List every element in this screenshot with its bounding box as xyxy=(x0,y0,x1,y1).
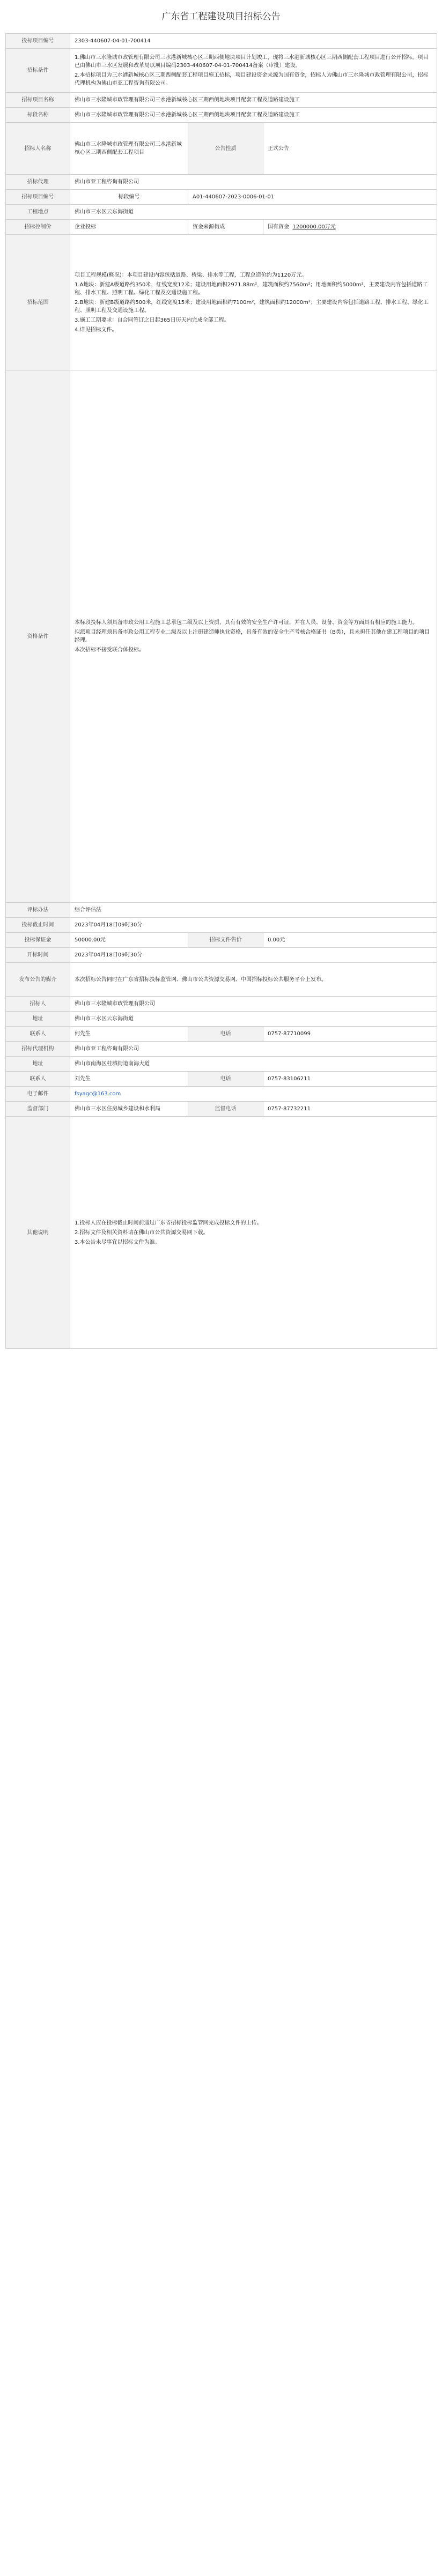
supervision-value: 佛山市三水区住房城乡建设和水利局 xyxy=(70,1102,188,1117)
scope-line-5: 4.详见招标文件。 xyxy=(75,326,117,333)
agent-person-value: 刘先生 xyxy=(70,1072,188,1087)
supervision-label: 监督部门 xyxy=(6,1102,70,1117)
row-project-overview xyxy=(6,49,437,93)
contact-tenderee-label: 招标人 xyxy=(6,997,70,1012)
budget-fund: 国有资金 xyxy=(268,224,289,230)
supervision-phone-value: 0757-87732211 xyxy=(263,1102,437,1117)
remark-value xyxy=(70,1117,437,1349)
tenderee-label: 招标人名称 xyxy=(6,123,70,175)
scope-value xyxy=(70,235,437,370)
row-remark xyxy=(6,1117,437,1349)
project-code-label: 投标项目编号 xyxy=(6,34,70,49)
row-agent-person xyxy=(6,1072,437,1087)
supervision-phone-label: 监督电话 xyxy=(188,1102,263,1117)
contact-tenderee-value: 佛山市三水隆城市政管理有限公司 xyxy=(70,997,437,1012)
contact-phone-value: 0757-87710099 xyxy=(263,1027,437,1042)
row-publish xyxy=(6,963,437,997)
tender-code-label: 招标项目编号 xyxy=(6,190,70,205)
remark-line-3: 3.本公告未尽事宜以招标文件为准。 xyxy=(75,1239,160,1245)
row-project-name xyxy=(6,93,437,108)
doc-fee-label: 招标文件售价 xyxy=(188,933,263,948)
tender-code-b: A01-440607-2023-0006-01-01 xyxy=(188,190,437,205)
budget-label: 招标控制价 xyxy=(6,220,70,235)
qualification-value xyxy=(70,370,437,903)
row-tenderee-contact xyxy=(6,997,437,1012)
qualification-line-3: 本次招标不接受联合体投标。 xyxy=(75,647,144,653)
contact-address-value: 佛山市三水区云东海街道 xyxy=(70,1012,437,1027)
row-budget xyxy=(6,220,437,235)
contact-agent-label: 招标代理机构 xyxy=(6,1042,70,1057)
email-label: 电子邮件 xyxy=(6,1087,70,1102)
row-tender-code xyxy=(6,190,437,205)
qualification-line-1: 本标段投标人须具备市政公用工程施工总承包二级及以上资质，具有有效的安全生产许可证，并在人员、设备、资金等方面具有相应的施工能力。 xyxy=(75,620,418,626)
agent-phone-value: 0757-83106211 xyxy=(263,1072,437,1087)
location-value: 佛山市三水区云东海街道 xyxy=(70,205,437,220)
contact-person-value: 何先生 xyxy=(70,1027,188,1042)
agent-address-label: 地址 xyxy=(6,1057,70,1072)
row-tenderee-person xyxy=(6,1027,437,1042)
project-overview-value xyxy=(70,49,437,93)
row-open-time xyxy=(6,948,437,963)
deadline-value: 2023年04月18日09时30分 xyxy=(70,918,437,933)
agent-value: 佛山市亚工程咨询有限公司 xyxy=(70,175,437,190)
budget-amount: 1200000.00万元 xyxy=(292,224,336,230)
row-project-code xyxy=(6,34,437,49)
scope-line-4: 3.施工工期要求：自合同签订之日起365日历天内完成全部工程。 xyxy=(75,317,230,323)
project-code-value: 2303-440607-04-01-700414 xyxy=(70,34,437,49)
row-scope xyxy=(6,235,437,370)
contact-phone-label: 电话 xyxy=(188,1027,263,1042)
remark-line-2: 2.招标文件及相关资料请在佛山市公共资源交易网下载。 xyxy=(75,1229,209,1236)
bond-label: 投标保证金 xyxy=(6,933,70,948)
tenderee-name: 佛山市三水隆城市政管理有限公司三水港新城核心区三期西侧配套工程项目 xyxy=(70,123,188,175)
evaluation-value: 综合评估法 xyxy=(70,903,437,918)
agent-person-label: 联系人 xyxy=(6,1072,70,1087)
budget-part-3 xyxy=(263,220,437,235)
agent-address-value: 佛山市南海区桂城街道南海大道 xyxy=(70,1057,437,1072)
row-qualification xyxy=(6,370,437,903)
location-label: 工程地点 xyxy=(6,205,70,220)
row-location xyxy=(6,205,437,220)
doc-fee-value: 0.00元 xyxy=(263,933,437,948)
project-overview-label: 招标条件 xyxy=(6,49,70,93)
agent-label: 招标代理 xyxy=(6,175,70,190)
tender-name-label: 标段名称 xyxy=(6,108,70,123)
row-bond xyxy=(6,933,437,948)
public-type-label: 公告性质 xyxy=(188,123,263,175)
contact-person-label: 联系人 xyxy=(6,1027,70,1042)
qualification-line-2: 拟派项目经理须具备市政公用工程专业二级及以上注册建造师执业资格，具备有效的安全生产考核合格证书（B类），且未担任其他在建工程项目的项目经理。 xyxy=(75,629,430,643)
row-agent-address xyxy=(6,1057,437,1072)
evaluation-label: 评标办法 xyxy=(6,903,70,918)
budget-part-1: 企业投标 xyxy=(70,220,188,235)
budget-part-2: 资金来源构成 xyxy=(188,220,263,235)
remark-label: 其他说明 xyxy=(6,1117,70,1349)
email-value[interactable]: fsyagc@163.com xyxy=(70,1087,437,1102)
publish-label: 发布公告的媒介 xyxy=(6,963,70,997)
row-tender-name xyxy=(6,108,437,123)
open-time-label: 开标时间 xyxy=(6,948,70,963)
row-email xyxy=(6,1087,437,1102)
tender-code-a: 标段编号 xyxy=(70,190,188,205)
row-tenderee xyxy=(6,123,437,175)
row-supervision xyxy=(6,1102,437,1117)
overview-line-1: 1.佛山市三水隆城市政管理有限公司三水港新城核心区三期西侧地块项目计划竣工，现将三水港新城核心区三期西侧配套工程项目进行公开招标。项目已由佛山市三水区发展和改革局以项目编码2303-440607-04-01-700414备案（审批）建设。 xyxy=(75,55,429,69)
row-agent-contact xyxy=(6,1042,437,1057)
project-name-value: 佛山市三水隆城市政管理有限公司三水港新城核心区三期西侧地块项目配套工程及道路建设施工 xyxy=(70,93,437,108)
overview-line-2: 2.本招标项目为三水港新城核心区三期西侧配套工程项目施工招标，项目建设资金来源为国有资金，招标人为佛山市三水隆城市政管理有限公司，招标代理机构为佛山市亚工程咨询有限公司。 xyxy=(75,72,429,86)
row-deadline xyxy=(6,918,437,933)
notice-table xyxy=(5,33,437,1349)
page-title: 广东省工程建设项目招标公告 xyxy=(161,11,281,22)
contact-agent-value: 佛山市亚工程咨询有限公司 xyxy=(70,1042,437,1057)
bond-value: 50000.00元 xyxy=(70,933,188,948)
deadline-label: 投标截止时间 xyxy=(6,918,70,933)
row-evaluation xyxy=(6,903,437,918)
agent-phone-label: 电话 xyxy=(188,1072,263,1087)
tender-name-value: 佛山市三水隆城市政管理有限公司三水港新城核心区三期西侧地块项目配套工程及道路建设施工 xyxy=(70,108,437,123)
contact-address-label: 地址 xyxy=(6,1012,70,1027)
remark-line-1: 1.投标人应在投标截止时间前通过广东省招标投标监管网完成投标文件的上传。 xyxy=(75,1220,262,1226)
row-agent xyxy=(6,175,437,190)
qualification-label: 资格条件 xyxy=(6,370,70,903)
public-type-value: 正式公告 xyxy=(263,123,437,175)
scope-label: 招标范围 xyxy=(6,235,70,370)
scope-line-3: 2.B地块：新建B级道路约500米，红线宽度15米；建设用地面积约7100m²，建筑面积约12000m²；主要建设内容包括道路工程、排水工程、绿化工程、照明工程及交通设施工程。 xyxy=(75,299,429,314)
open-time-value: 2023年04月18日09时30分 xyxy=(70,948,437,963)
scope-line-1: 项目工程规模(概况)：本项目建设内容包括道路、桥梁、排水等工程，工程总造价约为1120万元。 xyxy=(75,272,307,278)
scope-line-2: 1.A地块：新建A级道路约350米，红线宽度12米；建设用地面积2971.88m²，建筑面积约7560m²；用地面积约5000m²，主要建设内容包括道路工程、排水工程、照明工程、绿化工程及交通设施工程。 xyxy=(75,281,428,296)
row-tenderee-address xyxy=(6,1012,437,1027)
publish-value: 本次招标公告同时在广东省招标投标监管网、佛山市公共资源交易网、中国招标投标公共服务平台上发布。 xyxy=(70,963,437,997)
project-name-label: 招标项目名称 xyxy=(6,93,70,108)
